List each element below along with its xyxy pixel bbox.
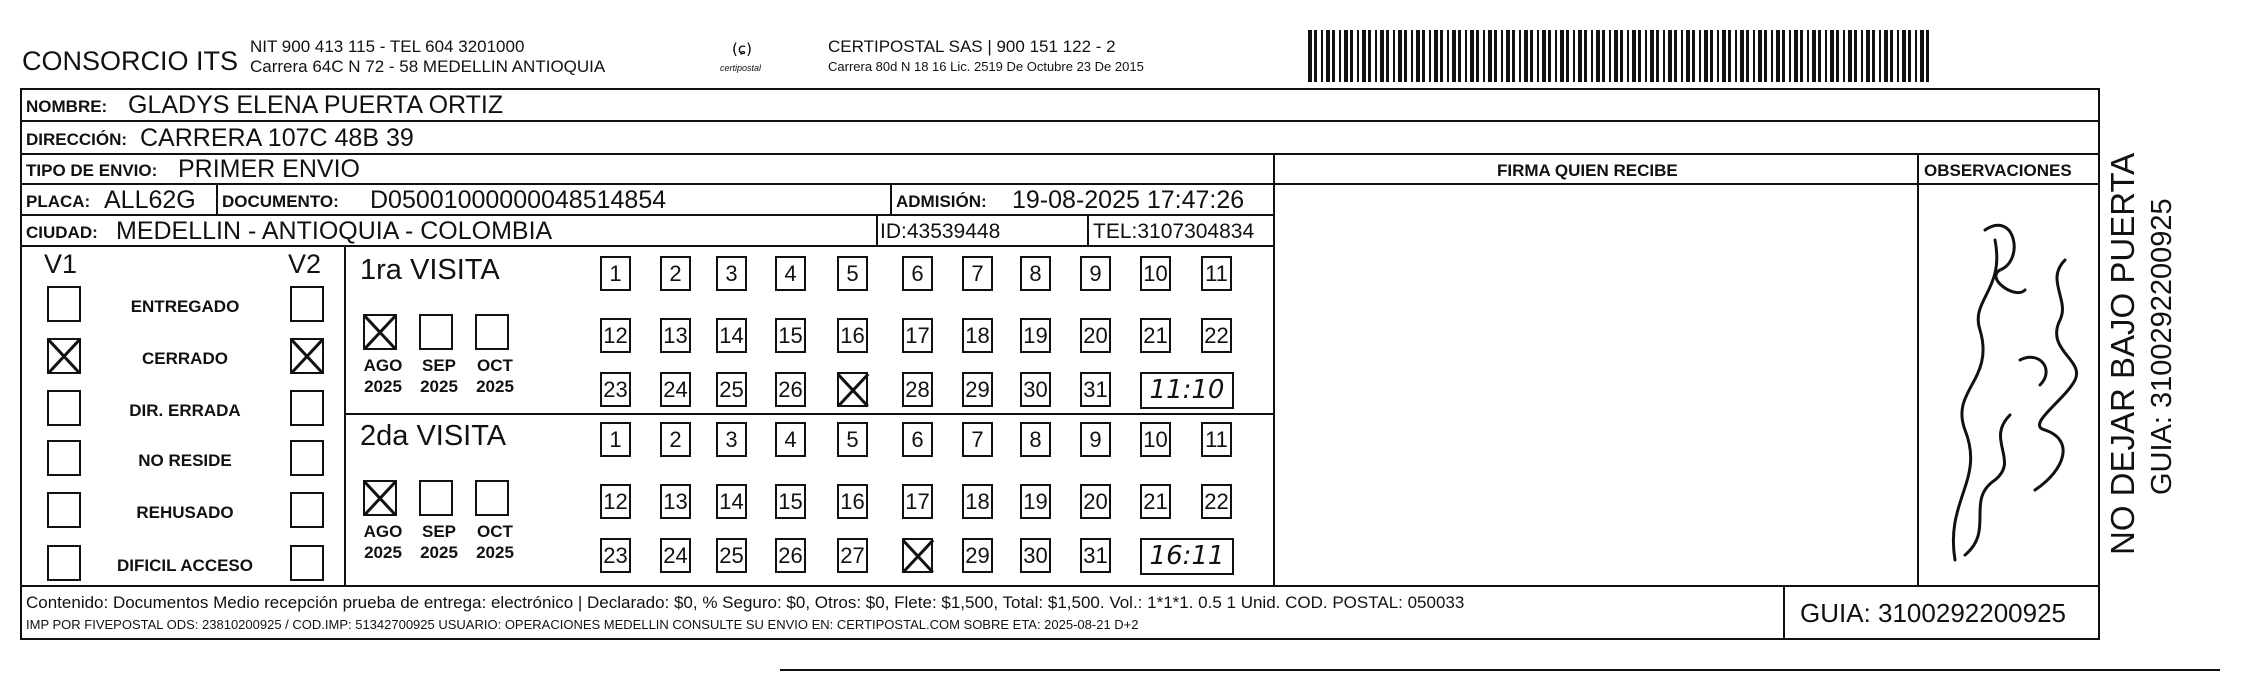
- day-25[interactable]: 25: [716, 372, 747, 407]
- day-20[interactable]: 20: [1080, 484, 1111, 519]
- status-v2-checkbox[interactable]: [290, 440, 324, 476]
- day-30[interactable]: 30: [1020, 538, 1051, 573]
- ciudad-label: CIUDAD:: [26, 223, 98, 242]
- day-7[interactable]: 7: [962, 256, 993, 291]
- firma-header: FIRMA QUIEN RECIBE: [1497, 161, 1678, 180]
- day-13[interactable]: 13: [660, 484, 691, 519]
- status-option-label: REHUSADO: [136, 503, 234, 522]
- visit-month-label: AGO: [363, 522, 403, 541]
- signature-area: [1275, 185, 1917, 585]
- day-18[interactable]: 18: [962, 318, 993, 353]
- day-1[interactable]: 1: [600, 422, 631, 457]
- direccion-label: DIRECCIÓN:: [26, 130, 128, 149]
- day-8[interactable]: 8: [1020, 422, 1051, 457]
- certipostal-info: CERTIPOSTAL SAS | 900 151 122 - 2: [828, 37, 1116, 56]
- documento-label: DOCUMENTO:: [222, 192, 339, 211]
- visit-month-label: AGO: [363, 356, 403, 375]
- guia-box: GUIA: 3100292200925: [1800, 598, 2066, 628]
- day-22[interactable]: 22: [1201, 318, 1232, 353]
- visit-month-checkbox[interactable]: [363, 314, 397, 350]
- company-address: Carrera 64C N 72 - 58 MEDELLIN ANTIOQUIA: [250, 57, 606, 76]
- admision-value: 19-08-2025 17:47:26: [1012, 186, 1245, 214]
- day-3[interactable]: 3: [716, 422, 747, 457]
- day-12[interactable]: 12: [600, 318, 631, 353]
- day-4[interactable]: 4: [775, 422, 806, 457]
- svg-text:(ɕ): (ɕ): [732, 40, 752, 58]
- day-1[interactable]: 1: [600, 256, 631, 291]
- status-v2-checkbox[interactable]: [290, 545, 324, 581]
- day-5[interactable]: 5: [837, 256, 868, 291]
- day-23[interactable]: 23: [600, 372, 631, 407]
- direccion-value: CARRERA 107C 48B 39: [140, 124, 414, 152]
- day-30[interactable]: 30: [1020, 372, 1051, 407]
- day-6[interactable]: 6: [902, 422, 933, 457]
- day-16[interactable]: 16: [837, 484, 868, 519]
- visit-title: 2da VISITA: [360, 420, 507, 452]
- admision-label: ADMISIÓN:: [896, 192, 987, 211]
- day-14[interactable]: 14: [716, 484, 747, 519]
- day-8[interactable]: 8: [1020, 256, 1051, 291]
- day-19[interactable]: 19: [1020, 318, 1051, 353]
- side-warning: NO DEJAR BAJO PUERTA: [2104, 152, 2141, 555]
- company-nit: NIT 900 413 115 - TEL 604 3201000: [250, 37, 525, 56]
- visit-year-label: 2025: [420, 543, 458, 562]
- day-22[interactable]: 22: [1201, 484, 1232, 519]
- company-name: CONSORCIO ITS: [22, 46, 239, 76]
- day-26[interactable]: 26: [775, 372, 806, 407]
- day-10[interactable]: 10: [1140, 422, 1171, 457]
- visit-month-label: SEP: [421, 522, 457, 541]
- ciudad-value: MEDELLIN - ANTIOQUIA - COLOMBIA: [116, 217, 553, 245]
- day-23[interactable]: 23: [600, 538, 631, 573]
- day-19[interactable]: 19: [1020, 484, 1051, 519]
- day-21[interactable]: 21: [1140, 318, 1171, 353]
- status-v2-checkbox[interactable]: [290, 492, 324, 528]
- visit-month-label: OCT: [477, 522, 513, 541]
- id-value: ID:43539448: [880, 220, 1001, 243]
- status-option-label: DIFICIL ACCESO: [116, 556, 253, 575]
- visit-month-checkbox[interactable]: [475, 480, 509, 516]
- tel-value: TEL:3107304834: [1093, 220, 1255, 243]
- day-17[interactable]: 17: [902, 484, 933, 519]
- day-29[interactable]: 29: [962, 372, 993, 407]
- day-5[interactable]: 5: [837, 422, 868, 457]
- barcode: [1308, 30, 1936, 82]
- status-option-label: CERRADO: [142, 349, 228, 368]
- status-option-label: ENTREGADO: [130, 297, 240, 316]
- day-24[interactable]: 24: [660, 372, 691, 407]
- status-option-label: DIR. ERRADA: [129, 401, 241, 420]
- visit-year-label: 2025: [364, 377, 402, 396]
- visit-year-label: 2025: [420, 377, 458, 396]
- day-9[interactable]: 9: [1080, 256, 1111, 291]
- observaciones-header: OBSERVACIONES: [1924, 161, 2072, 180]
- day-12[interactable]: 12: [600, 484, 631, 519]
- logo-text: certipostal: [720, 63, 762, 73]
- day-26[interactable]: 26: [775, 538, 806, 573]
- day-7[interactable]: 7: [962, 422, 993, 457]
- day-3[interactable]: 3: [716, 256, 747, 291]
- status-v2-checkbox[interactable]: [290, 338, 324, 374]
- day-29[interactable]: 29: [962, 538, 993, 573]
- visit-month-label: SEP: [421, 356, 457, 375]
- visit-time[interactable]: 16:11: [1140, 538, 1234, 575]
- visit-year-label: 2025: [476, 543, 514, 562]
- day-11[interactable]: 11: [1201, 422, 1232, 457]
- day-15[interactable]: 15: [775, 318, 806, 353]
- certipostal-license: Carrera 80d N 18 16 Lic. 2519 De Octubre 23 De 2015: [828, 59, 1144, 74]
- tipo-envio-label: TIPO DE ENVIO:: [26, 161, 158, 180]
- day-27[interactable]: 27: [837, 538, 868, 573]
- visit-month-checkbox[interactable]: [475, 314, 509, 350]
- certipostal-logo: [712, 38, 772, 74]
- day-14[interactable]: 14: [716, 318, 747, 353]
- visit-month-label: OCT: [477, 356, 513, 375]
- visit-year-label: 2025: [476, 377, 514, 396]
- day-24[interactable]: 24: [660, 538, 691, 573]
- day-28[interactable]: 28: [902, 372, 933, 407]
- v2-label: V2: [288, 249, 322, 279]
- status-v2-checkbox[interactable]: [290, 390, 324, 426]
- day-20[interactable]: 20: [1080, 318, 1111, 353]
- nombre-value: GLADYS ELENA PUERTA ORTIZ: [128, 91, 504, 119]
- visit-month-checkbox[interactable]: [419, 314, 453, 350]
- status-v2-checkbox[interactable]: [290, 286, 324, 322]
- day-15[interactable]: 15: [775, 484, 806, 519]
- footer-content-line: Contenido: Documentos Medio recepción prueba de entrega: electrónico | Declarado: $0, % Seguro: $0, Otros: $0, Flete: $1,500, Total: $1,500. Vol.: 1*1*1. 0.5 1 Unid. COD. POSTAL: 050033: [26, 593, 1465, 612]
- visit-time[interactable]: 11:10: [1140, 372, 1234, 409]
- status-option-label: NO RESIDE: [138, 451, 232, 470]
- placa-label: PLACA:: [26, 192, 91, 211]
- side-guia: GUIA: 3100292200925: [2146, 198, 2178, 495]
- day-2[interactable]: 2: [660, 256, 691, 291]
- day-28[interactable]: [902, 538, 933, 573]
- day-10[interactable]: 10: [1140, 256, 1171, 291]
- day-16[interactable]: 16: [837, 318, 868, 353]
- tipo-envio-value: PRIMER ENVIO: [178, 155, 360, 183]
- day-9[interactable]: 9: [1080, 422, 1111, 457]
- day-11[interactable]: 11: [1201, 256, 1232, 291]
- observation-signature: [1925, 200, 2095, 580]
- visit-year-label: 2025: [364, 543, 402, 562]
- nombre-label: NOMBRE:: [26, 97, 108, 116]
- day-18[interactable]: 18: [962, 484, 993, 519]
- day-31[interactable]: 31: [1080, 538, 1111, 573]
- footer-imp-line: IMP POR FIVEPOSTAL ODS: 23810200925 / COD.IMP: 51342700925 USUARIO: OPERACIONES MEDELLIN CONSULTE SU ENVIO EN: CERTIPOSTAL.COM SOBRE ETA: 2025-08-21 D+2: [26, 617, 1139, 632]
- v1-label: V1: [44, 249, 78, 279]
- day-2[interactable]: 2: [660, 422, 691, 457]
- day-27[interactable]: [837, 372, 868, 407]
- documento-value: D05001000000048514854: [370, 186, 667, 214]
- visit-title: 1ra VISITA: [360, 254, 500, 286]
- day-21[interactable]: 21: [1140, 484, 1171, 519]
- day-25[interactable]: 25: [716, 538, 747, 573]
- placa-value: ALL62G: [104, 186, 196, 214]
- visit-month-checkbox[interactable]: [363, 480, 397, 516]
- day-6[interactable]: 6: [902, 256, 933, 291]
- day-17[interactable]: 17: [902, 318, 933, 353]
- visit-month-checkbox[interactable]: [419, 480, 453, 516]
- day-31[interactable]: 31: [1080, 372, 1111, 407]
- day-4[interactable]: 4: [775, 256, 806, 291]
- day-13[interactable]: 13: [660, 318, 691, 353]
